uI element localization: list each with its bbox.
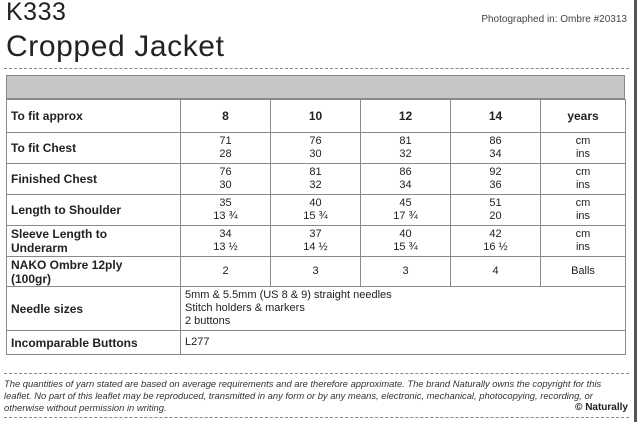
value-line: 36 <box>489 179 502 191</box>
value-line: 45 <box>399 197 412 209</box>
size-value: 4 <box>451 257 541 287</box>
size-value <box>271 133 361 164</box>
unit-line: ins <box>575 148 591 160</box>
value-line: 40 <box>309 197 322 209</box>
row-label: Incomparable Buttons <box>7 331 181 355</box>
value-line: 15 ¾ <box>393 241 418 253</box>
value-line: 76 <box>219 166 232 178</box>
table-row <box>7 133 626 164</box>
size-value <box>361 226 451 257</box>
value-line: 15 ¾ <box>303 210 328 222</box>
row-label: To fit Chest <box>7 133 181 164</box>
unit <box>541 195 626 226</box>
table-row <box>7 257 626 287</box>
size-value <box>361 133 451 164</box>
value-line: 17 ¾ <box>393 210 418 222</box>
value-line: 71 <box>219 135 232 147</box>
size-value: 2 <box>181 257 271 287</box>
size-value <box>451 226 541 257</box>
row-label: To fit approx <box>7 100 181 133</box>
value-line: 13 ¾ <box>213 210 238 222</box>
needle-line: 2 buttons <box>185 315 231 327</box>
size-value <box>181 133 271 164</box>
unit <box>541 164 626 195</box>
size-value <box>361 164 451 195</box>
needle-info <box>181 287 626 331</box>
unit-line: cm <box>575 228 591 240</box>
unit-line: cm <box>575 135 591 147</box>
row-label-line: Sleeve Length to <box>11 227 108 241</box>
value-line: 30 <box>309 148 322 160</box>
value-line: 28 <box>219 148 232 160</box>
size-value <box>451 164 541 195</box>
needle-line: 5mm & 5.5mm (US 8 & 9) straight needles <box>185 289 392 301</box>
table-row-needles <box>7 287 626 331</box>
row-label <box>7 226 181 257</box>
row-label-line: Underarm <box>11 241 68 255</box>
unit <box>541 226 626 257</box>
value-line: 30 <box>219 179 232 191</box>
value-line: 81 <box>309 166 322 178</box>
size-value: 14 <box>451 100 541 133</box>
value-line: 32 <box>309 179 322 191</box>
size-value: 3 <box>361 257 451 287</box>
value-line: 35 <box>219 197 232 209</box>
row-label-line: NAKO Ombre 12ply <box>11 257 123 272</box>
value-line: 86 <box>399 166 412 178</box>
table-row <box>7 226 626 257</box>
size-value <box>181 226 271 257</box>
size-value: 8 <box>181 100 271 133</box>
photographed-in: Photographed in: Ombre #20313 <box>481 14 627 25</box>
value-line: 81 <box>399 135 412 147</box>
divider-top <box>4 68 629 69</box>
needle-line: Stitch holders & markers <box>185 302 305 314</box>
size-table <box>6 99 626 355</box>
size-value <box>271 164 361 195</box>
value-line: 34 <box>489 148 502 160</box>
table-header-band <box>6 75 625 99</box>
divider-footer <box>4 417 629 418</box>
table-row <box>7 164 626 195</box>
size-value <box>361 195 451 226</box>
table-row-buttons <box>7 331 626 355</box>
size-value <box>181 195 271 226</box>
value-line: 13 ½ <box>213 241 238 253</box>
copyright: © Naturally <box>575 402 628 413</box>
size-value <box>271 195 361 226</box>
unit-line: cm <box>575 166 591 178</box>
table-row <box>7 100 626 133</box>
unit: years <box>541 100 626 133</box>
value-line: 20 <box>489 210 502 222</box>
value-line: 51 <box>489 197 502 209</box>
row-label <box>7 257 181 287</box>
value-line: 16 ½ <box>483 241 508 253</box>
value-line: 34 <box>219 228 232 240</box>
unit <box>541 133 626 164</box>
unit-line: cm <box>575 197 591 209</box>
table-row <box>7 195 626 226</box>
row-label-line: (100gr) <box>11 271 52 286</box>
button-code: L277 <box>181 331 626 355</box>
row-label: Needle sizes <box>7 287 181 331</box>
pattern-name: Cropped Jacket <box>6 30 225 63</box>
row-label: Finished Chest <box>7 164 181 195</box>
unit: Balls <box>541 257 626 287</box>
size-value <box>181 164 271 195</box>
divider-bottom <box>4 373 629 374</box>
value-line: 86 <box>489 135 502 147</box>
disclaimer-text: The quantities of yarn stated are based on average requirements and are therefore approximate. The brand Naturally owns the copyright for this leaflet. No part of this leaflet may be reproduced, transmitted in any form or by any means, electronic, mechanical, photocopying, recording, or otherwise without permission in writing. <box>4 378 602 413</box>
size-value: 10 <box>271 100 361 133</box>
unit-line: ins <box>575 179 591 191</box>
value-line: 37 <box>309 228 322 240</box>
value-line: 14 ½ <box>303 241 328 253</box>
value-line: 32 <box>399 148 412 160</box>
value-line: 42 <box>489 228 502 240</box>
pattern-code: K333 <box>6 0 67 26</box>
size-value <box>271 226 361 257</box>
row-label: Length to Shoulder <box>7 195 181 226</box>
size-value <box>451 195 541 226</box>
unit-line: ins <box>575 210 591 222</box>
value-line: 92 <box>489 166 502 178</box>
size-value: 3 <box>271 257 361 287</box>
value-line: 40 <box>399 228 412 240</box>
size-value: 12 <box>361 100 451 133</box>
unit-line: ins <box>575 241 591 253</box>
size-value <box>451 133 541 164</box>
value-line: 34 <box>399 179 412 191</box>
value-line: 76 <box>309 135 322 147</box>
